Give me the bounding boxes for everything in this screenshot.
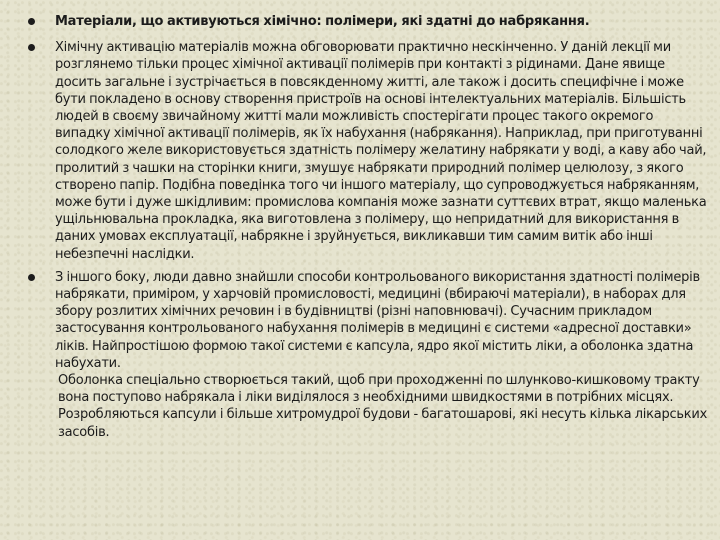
bullet-dot-icon [28, 274, 35, 281]
paragraph-chemical-activation: Хімічну активацію матеріалів можна обговорювати практично нескінченно. У даній лекції ми розглянемо тільки процес хімічної активації полімерів при контакті з рідинами. Дане явище досить загальне і зустрічається в повсякденному житті, але також і досить специфічне і може бути покладено в основу створення пристроїв на основі інтелектуальних матеріалів. Більшість людей в своєму звичайному житті мали можливість спостерігати процес такого окремого випадку хімічної активації полімерів, як їх набухання (набрякання). Наприклад, при приготуванні солодкого желе використовується здатність полімеру желатину набрякати у воді, а каву або чай, пролитий з чашки на сторінки книги, змушує набрякати природний полімер целюлозу, з якого створено папір. Подібна поведінка того чи іншого матеріалу, що супроводжується набряканням, може бути і дуже шкідливим: промислова компанія може зазнати суттєвих втрат, якщо маленька ущільнювальна прокладка, яка виготовлена з полімеру, що непридатний для використання в даних умовах експлуатації, набрякне і зруйнується, викликавши тим самим витік або інші небезпечні наслідки. [55, 40, 707, 262]
bullet-dot-icon [28, 44, 35, 51]
title-text: Матеріали, що активуються хімічно: полімери, які здатні до набрякання. [55, 14, 590, 29]
paragraph-capsule-shell: Оболонка спеціально створюється такий, щоб при проходженні по шлунково-кишковому тракту вона поступово набрякала і ліки виділялося з необхідними швидкостями в потрібних місцях. Розробляються капсули і більше хитромудрої будови - багатошарові, які несуть кілька лікарських засобів. [58, 373, 708, 440]
bullet-item-chemical-activation [28, 39, 708, 263]
paragraph-controlled-swelling: З іншого боку, люди давно знайшли способи контрольованого використання здатності полімерів набрякати, приміром, у харчовій промисловості, медицині (вбираючі матеріали), в наборах для збору розлитих хімічних речовин і в будівництві (різні наповнювачі). Сучасним прикладом застосування контрольованого набухання полімерів в медицині є системи «адресної доставки» ліків. Найпростішою формою такої системи є капсула, ядро якої містить ліки, а оболонка здатна набухати. [55, 269, 700, 371]
bullet-item-controlled-swelling [28, 269, 708, 441]
bullet-dot-icon [28, 18, 35, 25]
bullet-list [28, 10, 708, 447]
bullet-item-title [28, 13, 708, 30]
